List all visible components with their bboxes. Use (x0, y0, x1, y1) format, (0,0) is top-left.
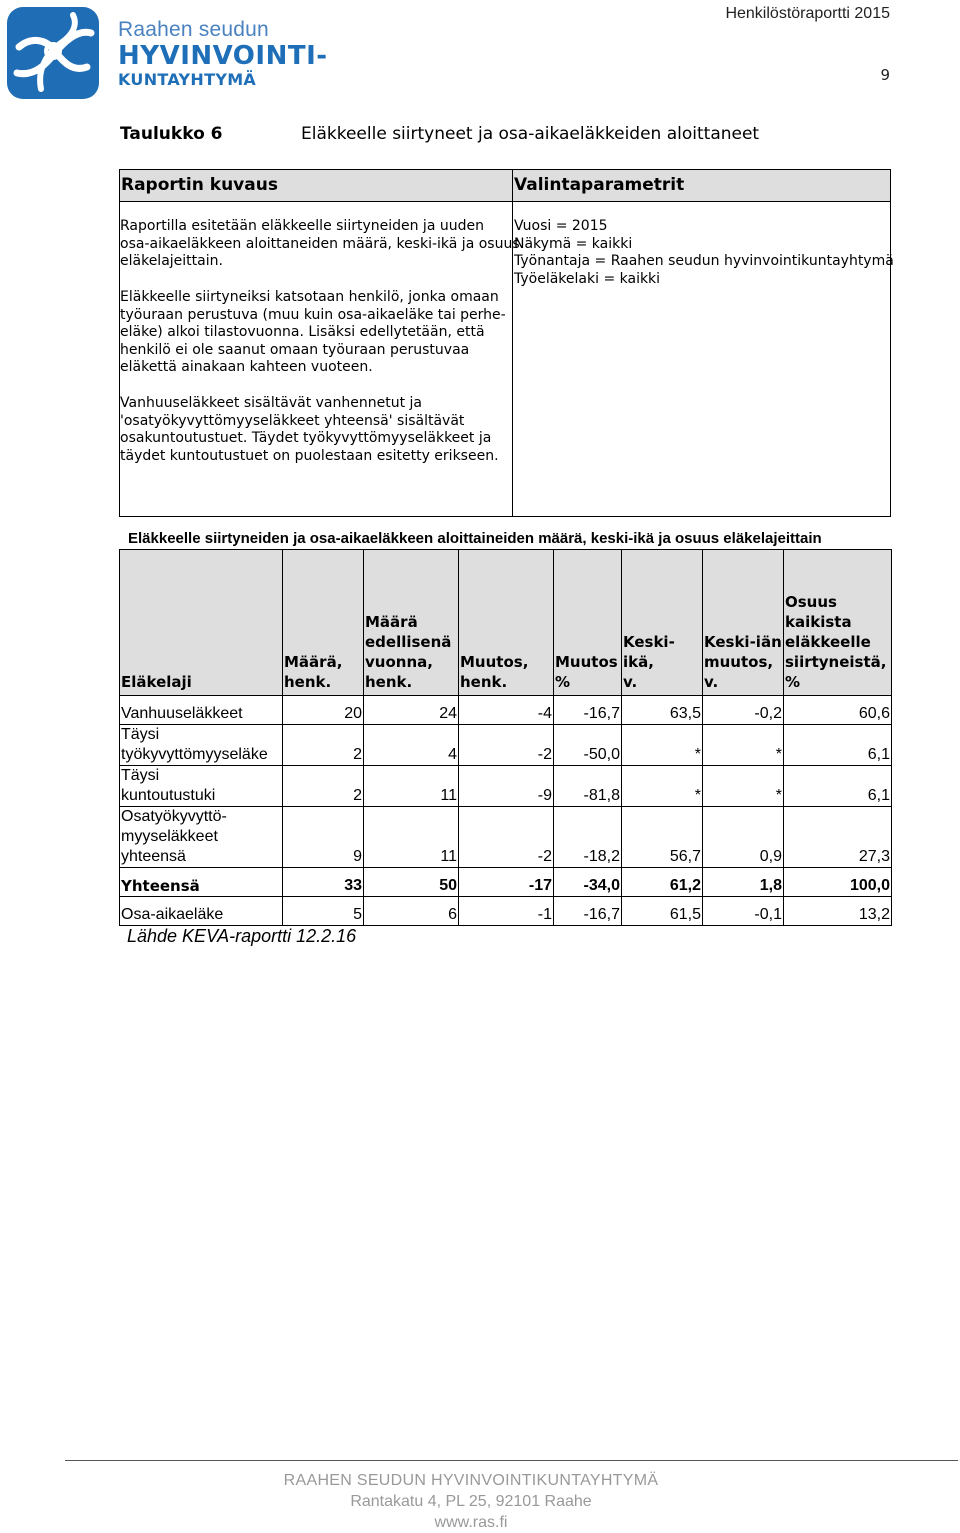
value-cell: -1 (459, 897, 554, 926)
row-label-line: kuntoutustuki (121, 787, 216, 804)
parameter-year: Vuosi = 2015 (514, 218, 608, 234)
value-cell: 11 (364, 766, 459, 807)
text-line: Vanhuuseläkkeet sisältävät vanhennetut ja (120, 395, 422, 411)
value-cell: -81,8 (554, 766, 622, 807)
row-label-line: Täysi (121, 767, 160, 784)
text-line: täydet kuntoutustuet on puolestaan esitetty erikseen. (120, 447, 499, 464)
parameter-view: Näkymä = kaikki (514, 235, 633, 252)
description-paragraph-2 (120, 289, 520, 377)
column-header: Keski-iän muutos, v. (703, 550, 784, 696)
parameter-employer: Työnantaja = Raahen seudun hyvinvointikuntayhtymä (514, 253, 894, 270)
row-label-cell (120, 897, 283, 926)
value-cell: -0,2 (703, 696, 784, 725)
table-heading: Eläkkeelle siirtyneiden ja osa-aikaeläkkeen aloittaineiden määrä, keski-ikä ja osuus eläkelajeittain (128, 530, 822, 547)
column-header: Määrä, henk. (283, 550, 364, 696)
value-cell: 50 (364, 868, 459, 897)
footer-rule (65, 1460, 958, 1461)
column-header: Keski-ikä, v. (622, 550, 703, 696)
report-title: Henkilöstöraportti 2015 (725, 5, 890, 22)
text-line: Eläkkeelle siirtyneiksi katsotaan henkilö, jonka omaan (120, 289, 499, 305)
footer-website: www.ras.fi (434, 1514, 508, 1531)
column-header: Eläkelaji (120, 550, 283, 696)
value-cell: -16,7 (554, 897, 622, 926)
brand-line-1: Raahen seudun (118, 18, 269, 41)
value-cell: 61,2 (622, 868, 703, 897)
value-cell: -2 (459, 725, 554, 766)
row-label-line: Vanhuuseläkkeet (121, 705, 243, 722)
value-cell: 20 (283, 696, 364, 725)
row-label-cell (120, 868, 283, 897)
value-cell: 2 (283, 766, 364, 807)
value-cell: 6 (364, 897, 459, 926)
value-cell: -18,2 (554, 807, 622, 868)
value-cell: -17 (459, 868, 554, 897)
text-line: osa-aikaeläkkeen aloittaneiden määrä, keski-ikä ja osuus (120, 235, 520, 252)
table-row (120, 696, 892, 725)
value-cell: 13,2 (784, 897, 892, 926)
description-heading: Raportin kuvaus (121, 175, 278, 195)
row-label-cell (120, 807, 283, 868)
value-cell: 0,9 (703, 807, 784, 868)
value-cell: -16,7 (554, 696, 622, 725)
parameters-heading-cell (513, 170, 890, 202)
value-cell: * (622, 766, 703, 807)
table-row (120, 807, 892, 868)
organization-logo (7, 7, 99, 99)
column-header: Muutos % (554, 550, 622, 696)
table-row (120, 868, 892, 897)
value-cell: 9 (283, 807, 364, 868)
page-number: 9 (880, 66, 890, 84)
table-row (120, 897, 892, 926)
value-cell: * (703, 725, 784, 766)
row-label-line: yhteensä (121, 848, 186, 865)
value-cell: 24 (364, 696, 459, 725)
value-cell: 6,1 (784, 725, 892, 766)
parameters-heading: Valintaparametrit (514, 175, 685, 195)
value-cell: * (703, 766, 784, 807)
row-label-line: työkyvyttömyyseläke (121, 746, 268, 763)
text-line: työuraan perustuva (muu kuin osa-aikaeläke tai perhe- (120, 306, 506, 323)
data-grid (119, 549, 892, 926)
pension-table (119, 516, 891, 929)
value-cell: 56,7 (622, 807, 703, 868)
text-line: eläkettä ainakaan kahteen vuoteen. (120, 359, 373, 376)
value-cell: * (622, 725, 703, 766)
value-cell: 1,8 (703, 868, 784, 897)
value-cell: 6,1 (784, 766, 892, 807)
value-cell: -34,0 (554, 868, 622, 897)
footer-address: Rantakatu 4, PL 25, 92101 Raahe (350, 1493, 592, 1510)
value-cell: 2 (283, 725, 364, 766)
value-cell: -0,1 (703, 897, 784, 926)
value-cell: -2 (459, 807, 554, 868)
row-label-line: Osatyökyvyttö- (121, 808, 227, 825)
table-body (120, 696, 892, 926)
table-row (120, 725, 892, 766)
table-row (120, 766, 892, 807)
column-header: Muutos, henk. (459, 550, 554, 696)
value-cell: 100,0 (784, 868, 892, 897)
description-paragraph-1 (120, 218, 540, 271)
text-line: Raportilla esitetään eläkkeelle siirtyneiden ja uuden (120, 218, 484, 234)
parameter-pension-law: Työeläkelaki = kaikki (514, 270, 661, 287)
value-cell: 61,5 (622, 897, 703, 926)
text-line: henkilö ei ole saanut omaan työuraan perustuvaa (120, 341, 470, 358)
value-cell: -9 (459, 766, 554, 807)
row-label-cell (120, 696, 283, 725)
selection-parameters (514, 218, 894, 288)
table-heading-row (120, 516, 890, 550)
value-cell: 33 (283, 868, 364, 897)
value-cell: -50,0 (554, 725, 622, 766)
value-cell: 5 (283, 897, 364, 926)
text-line: osakuntoutustuet. Täydet työkyvyttömyyseläkkeet ja (120, 430, 492, 447)
table-label: Taulukko 6 (120, 124, 223, 144)
row-label-line: Yhteensä (121, 877, 200, 895)
text-line: 'osatyökyvyttömyyseläkkeet yhteensä' sisältävät (120, 412, 465, 429)
source-note: Lähde KEVA-raportti 12.2.16 (127, 926, 357, 946)
value-cell: 4 (364, 725, 459, 766)
value-cell: 11 (364, 807, 459, 868)
brand-line-2: HYVINVOINTI- (118, 41, 328, 71)
page-footer (0, 1470, 942, 1533)
text-line: eläkelajeittain. (120, 253, 223, 270)
row-label-line: Osa-aikaeläke (121, 906, 224, 923)
description-paragraph-3 (120, 395, 510, 465)
row-label-cell (120, 725, 283, 766)
brand-line-3: KUNTAYHTYMÄ (118, 70, 257, 89)
value-cell: 27,3 (784, 807, 892, 868)
table-title: Eläkkeelle siirtyneet ja osa-aikaeläkkeiden aloittaneet (301, 124, 760, 144)
value-cell: 60,6 (784, 696, 892, 725)
description-heading-cell (120, 170, 512, 202)
value-cell: 63,5 (622, 696, 703, 725)
row-label-line: myyseläkkeet (121, 828, 218, 845)
row-label-cell (120, 766, 283, 807)
footer-organization: RAAHEN SEUDUN HYVINVOINTIKUNTAYHTYMÄ (283, 1472, 659, 1489)
row-label-line: Täysi (121, 726, 160, 743)
column-header: Määrä edellisenä vuonna, henk. (364, 550, 459, 696)
header-row (120, 550, 892, 696)
column-header: Osuus kaikista eläkkeelle siirtyneistä, % (784, 550, 892, 696)
value-cell: -4 (459, 696, 554, 725)
text-line: eläke) alkoi tilastovuonna. Lisäksi edellytetään, että (120, 324, 485, 341)
brand-wordmark (118, 18, 328, 90)
